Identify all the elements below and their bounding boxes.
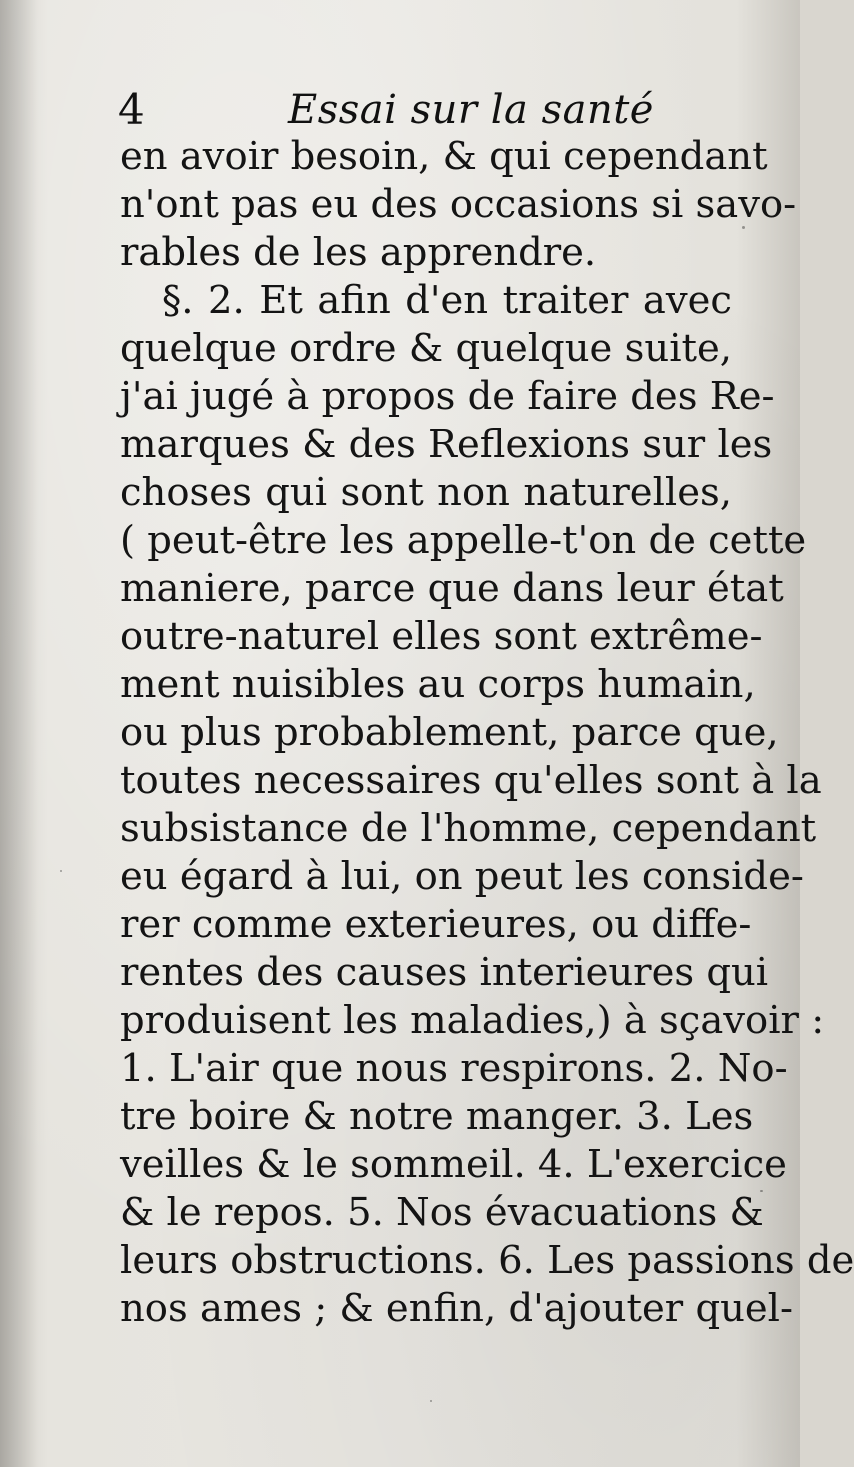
page-number: 4 (118, 85, 145, 134)
text-line: nos ames ; & enfin, d'ajouter quel- (120, 1286, 793, 1331)
text-line: rables de les apprendre. (120, 230, 597, 275)
text-line: quelque ordre & quelque suite, (120, 326, 732, 371)
binding-shadow (0, 0, 38, 1467)
text-line: ( peut-être les appelle-t'on de cette (120, 518, 807, 563)
text-line: & le repos. 5. Nos évacuations & (120, 1190, 764, 1235)
page-header (118, 82, 738, 138)
text-line: toutes necessaires qu'elles sont à la (120, 758, 822, 803)
paragraph-start-line: §. 2. Et afin d'en traiter avec (162, 278, 732, 323)
text-line: outre-naturel elles sont extrême- (120, 614, 763, 659)
paper-speck (742, 226, 745, 229)
paper-speck (760, 1190, 763, 1192)
text-line: maniere, parce que dans leur état (120, 566, 784, 611)
text-line: ou plus probablement, parce que, (120, 710, 779, 755)
text-line: marques & des Reflexions sur les (120, 422, 773, 467)
text-line: produisent les maladies,) à sçavoir : (120, 998, 825, 1043)
paper-speck (60, 870, 62, 872)
text-line: n'ont pas eu des occasions si savo- (120, 182, 797, 227)
text-line: leurs obstructions. 6. Les passions de (120, 1238, 854, 1283)
text-line: en avoir besoin, & qui cependant (120, 134, 768, 179)
body-text (120, 133, 854, 1333)
text-line: eu égard à lui, on peut les conside- (120, 854, 804, 899)
text-line: 1. L'air que nous respirons. 2. No- (120, 1046, 788, 1091)
text-line: ment nuisibles au corps humain, (120, 662, 756, 707)
text-line: j'ai jugé à propos de faire des Re- (120, 374, 775, 419)
text-line: rentes des causes interieures qui (120, 950, 769, 995)
text-line: tre boire & notre manger. 3. Les (120, 1094, 754, 1139)
text-line: subsistance de l'homme, cependant (120, 806, 817, 851)
paper-speck (430, 1400, 432, 1402)
text-line: rer comme exterieures, ou diffe- (120, 902, 752, 947)
running-title: Essai sur la santé (288, 87, 654, 133)
text-line: veilles & le sommeil. 4. L'exercice (120, 1142, 787, 1187)
text-line: choses qui sont non naturelles, (120, 470, 732, 515)
